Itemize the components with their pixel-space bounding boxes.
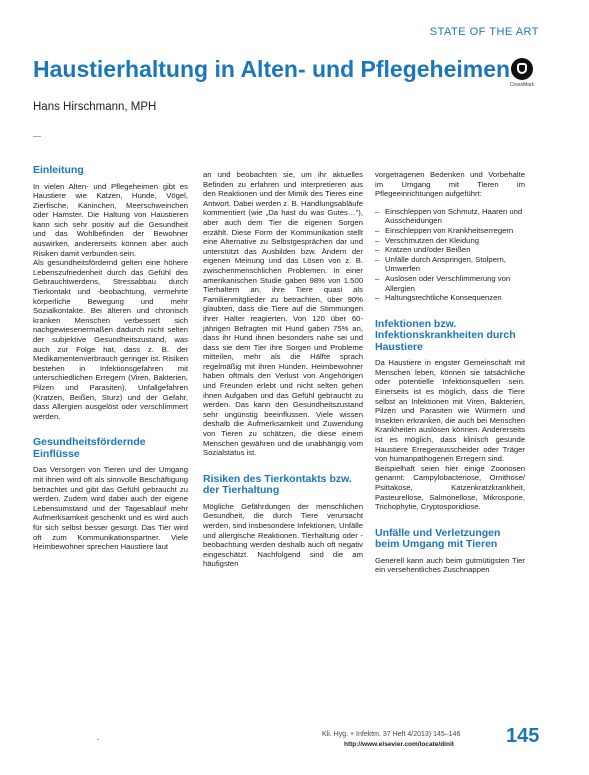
column-1 (33, 165, 188, 552)
list-item: – Kratzen und/oder Beißen (375, 245, 525, 255)
list-item: – Haltungsrechtliche Konsequenzen (375, 293, 525, 303)
paragraph: Beispielhaft seien hier einige Zoonosen genannt: Campylobacteriose, Ornithose/ Psittakose, Katzenkratzkrankheit, Pasteurellose, Salmonellose, Mikrosporie, Trichophytie, Cryptosporidiose. (375, 463, 525, 512)
heading-einleitung: Einleitung (33, 164, 84, 176)
column-3 (375, 170, 525, 575)
heading-gesundheitsfoerdernde-einfluesse: Gesundheitsfördernde Einflüsse (33, 436, 146, 460)
footer-mark (97, 739, 99, 740)
crossmark-logo[interactable] (506, 58, 538, 88)
list-item: – Unfälle durch Anspringen, Stolpern, Umwerfen (375, 255, 525, 274)
paragraph: Als gesundheitsfördernd gelten eine höhere Lebenszufriedenheit durch das Gefühl des Gebrauchtwerdens, Stressabbau durch Tierkontakt und -beobachtung, vermehrte körperliche Bewegung und mehr Sozialkontakte. Bei älteren und chronisch kranken Menschen verbessert sich nachgewiesenermaßen dadurch nicht selten der subjektive Gesundheitszustand, was auch zur Folge hat, dass z. B. der Medikamentenverbrauch geringer ist. Risiken bestehen in Infektionsgefahren mit unterschiedlichen Erregern (Viren, Bakterien, Pilzen und Parasiten), Unfallgefahren (Kratzen, Beißen, Sturz) und der Gefahr, dass Allergien ausgelöst oder verschlimmert werden. (33, 258, 188, 421)
column-2 (203, 170, 363, 569)
author-name: Hans Hirschmann, MPH (33, 101, 157, 113)
paragraph: Das Versorgen von Tieren und der Umgang mit ihnen wird oft als sinnvolle Beschäftigung betrachtet und gibt das Gefühl gebraucht zu werden. Zudem wird dabei auch der eigene Lebensumstand und der Tagesablauf mehr Aufmerksamkeit geschenkt und es wird auch für sich selbst besser gesorgt. Das Tier wird oft zum Kommunikationspartner. Viele Heimbewohner sprechen Haustiere laut (33, 465, 188, 552)
author-divider (33, 136, 41, 137)
article-title: Haustierhaltung in Alten- und Pflegeheimen (33, 56, 511, 82)
heading-risiken: Risiken des Tierkontakts bzw. der Tierhaltung (203, 472, 352, 497)
page-number: 145 (506, 725, 540, 747)
concerns-list (375, 207, 525, 303)
heading-infektionen: Infektionen bzw. Infektionskrankheiten durch Haustiere (375, 317, 516, 353)
paragraph: Da Haustiere in engster Gemeinschaft mit Menschen leben, können sie tatsächliche oder potentielle Infektionsquellen sein. Einerseits ist es möglich, dass die Tiere selbst an Infektionen mit Viren, Bakterien, Pilzen und Parasiten wie Würmern und Insekten erkranken, die auch bei Menschen Krankheiten auslösen können. Andererseits ist es möglich, dass klinisch gesunde Haustiere Erregerausscheider oder Träger von humanpathogenen Erregern sind. (375, 358, 525, 464)
list-item: – Einschleppen von Krankheitserregern (375, 226, 525, 236)
paragraph: Mögliche Gefährdungen der menschlichen Gesundheit, die durch Tiere verursacht werden, sind insbesondere Infektionen, Unfälle und allergische Reaktionen. Tierhaltung oder -beobachtung werden deshalb auch oft negativ eingeschätzt. Nachfolgend sind die am häufigsten (203, 501, 363, 569)
list-item: – Verschmutzen der Kleidung (375, 236, 525, 246)
paragraph: Generell kann auch beim gutmütigsten Tier ein versehentliches Zuschnappen (375, 555, 525, 575)
list-item: – Auslösen oder Verschlimmerung von Allergien (375, 274, 525, 293)
section-label: STATE OF THE ART (429, 26, 539, 38)
paragraph: an und beobachten sie, um ihr aktuelles Befinden zu erfahren und interpretieren aus den Reaktionen und der Mimik des Tieres eine Antwort. Dabei werden z. B. Handlungsabläufe kommentiert (wie „Da hast du was Gutes…"), aber auch dem Tier die eigenen Sorgen erzählt. Diese Form der Kommunikation stellt eine Alternative zu Selbstgesprächen dar und unterstützt das Ausbilden bzw. Ändern der eigenen Meinung und das Lösen von z. B. zwischenmenschlichen Problemen. In einer amerikanischen Studie gaben 98% von 1.500 Tierhaltern an, ihre Tiere quasi als Familienmitglieder zu betrachten, über 90% glaubten, dass die Tiere auf die Stimmungen ihrer Halter reagierten. Von 120 über 60-jährigen Befragten mit Hund gaben 75% an, dass ihr Hund ihnen besonders nahe sei und dass sie dem Tier ihre Sorgen und Probleme mitteilen, mehr als die Hälfte sprach regelmäßig mit ihren Hunden. Heimbewohner haben oftmals den Verlust von Angehörigen und Freunden erlebt und nicht selten gehen ihnen Aufgaben und das Gefühl gebraucht zu werden. Das kann den Gesundheitszustand sehr ungünstig beeinflussen. Viele wissen deshalb die Aufmerksamkeit und Zuwendung von Tieren zu schätzen, die diese einem Menschen gewähren und die unabhängig vom Sozialstatus ist. (203, 170, 363, 458)
crossmark-label: CrossMark (509, 82, 535, 88)
heading-unfaelle: Unfälle und Verletzungen beim Umgang mit Tieren (375, 526, 501, 551)
journal-url[interactable]: http://www.elsevier.com/locate/dinit (344, 741, 454, 748)
paragraph: In vielen Alten- und Pflegeheimen gibt es Haustiere wie Katzen, Hunde, Vögel, Zierfische, Kaninchen, Meerschweinchen oder Hamster. Die Haltung von Haustieren kann sich sehr positiv auf die Gesundheit und das Wohlbefinden der Bewohner auswirken, andererseits können aber auch Risiken damit verbunden sein. (33, 181, 188, 258)
crossmark-icon (511, 58, 533, 80)
list-item: – Einschleppen von Schmutz, Haaren und Ausscheidungen (375, 207, 525, 226)
paragraph: vorgetragenen Bedenken und Vorbehalte im Umgang mit Tieren im Pflegeeinrichtungen aufgeführt: (375, 170, 525, 199)
journal-citation: Kli. Hyg. + Infektm. 37 Heft 4/2013) 145–146 (322, 731, 461, 738)
